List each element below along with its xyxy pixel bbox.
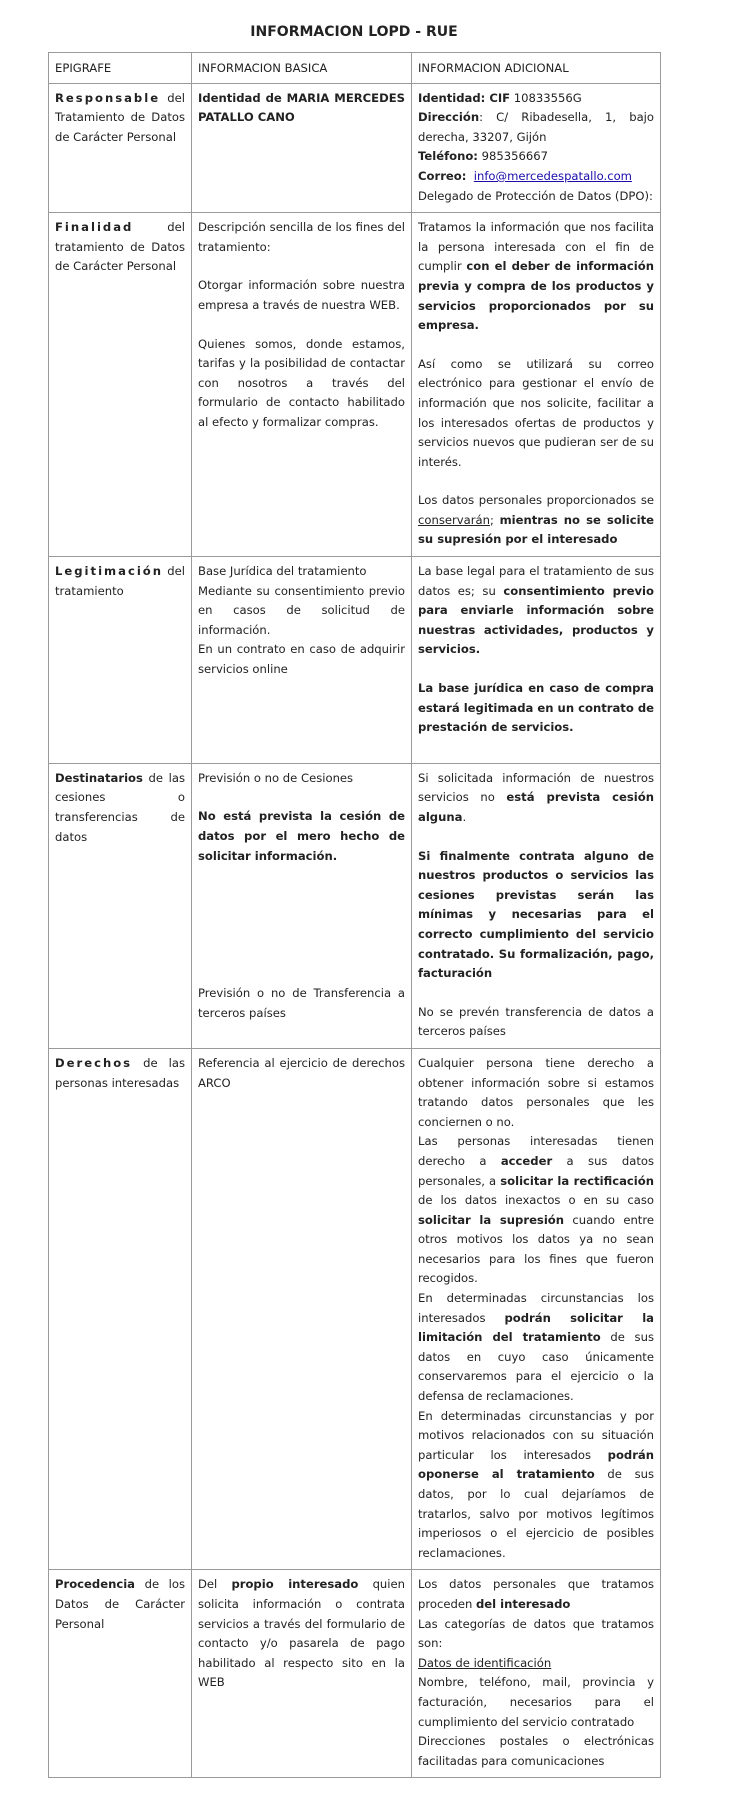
adic-text: Las personas interesadas tienen derecho a — [418, 1134, 654, 1168]
adic-underline: conservarán — [418, 512, 490, 527]
epigrafe-bold: Derechos — [55, 1055, 133, 1070]
epigrafe-bold: Destinatarios — [55, 770, 143, 785]
basica-bold: No está prevista la cesión de datos por el mero hecho de solicitar información. — [198, 809, 405, 863]
adic-text: Así como se utilizará su correo electrónico para gestionar el envío de información que nos solicite, facilitar a los interesados ofertas de productos y servicios nuevos que pudieran ser de su interés. — [418, 356, 654, 469]
adic-text: de los datos inexactos o en su caso — [418, 1193, 654, 1208]
dpo-text: Delegado de Protección de Datos (DPO): — [418, 188, 653, 203]
row-destinatarios — [49, 763, 661, 1048]
epigrafe-text: del tratamiento — [55, 564, 185, 598]
page-title: INFORMACION LOPD - RUE — [250, 24, 458, 40]
email-link[interactable]: info@mercedespatallo.com — [473, 168, 632, 183]
row-responsable — [49, 83, 661, 213]
epigrafe-bold: Legitimación — [55, 564, 164, 579]
cell-adicional — [412, 83, 661, 213]
cell-adicional — [412, 557, 661, 764]
cell-basica — [192, 1570, 412, 1778]
adic-text: cuando entre otros motivos los datos ya no sean necesarios para los fines que fueron recogidos. — [418, 1212, 654, 1286]
mail-label: Correo: — [418, 168, 467, 183]
basica-text: Quienes somos, donde estamos, tarifas y la posibilidad de contactar con nosotros a través del formulario de contacto habilitado al efecto y formalizar compras. — [198, 336, 405, 429]
basica-text: Previsión o no de Transferencia a terceros países — [198, 986, 405, 1020]
header-epigrafe: EPIGRAFE — [49, 53, 192, 84]
adic-text: Si solicitada información de nuestros servicios no — [418, 770, 654, 805]
adic-bold: está prevista cesión alguna — [418, 790, 654, 824]
adic-text: Direcciones postales o electrónicas facilitadas para comunicaciones — [418, 1734, 654, 1768]
row-legitimacion — [49, 557, 661, 764]
header-basica: INFORMACION BASICA — [192, 53, 412, 84]
tel-value: 985356667 — [477, 149, 549, 164]
adic-bold: consentimiento previo para enviarle información sobre nuestras actividades, productos y servicios. — [418, 583, 654, 657]
tel-label: Teléfono: — [418, 149, 478, 164]
epigrafe-text: de las personas interesadas — [55, 1055, 185, 1090]
cell-basica — [192, 763, 412, 1048]
adic-text: de sus datos en cuyo caso únicamente conservaremos para el ejercicio o la defensa de reclamaciones. — [418, 1330, 654, 1404]
basica-text: Base Jurídica del tratamiento — [198, 564, 367, 579]
epigrafe-text: del tratamiento de Datos de Carácter Personal — [55, 220, 185, 274]
basica-text: quien solicita información o contrata servicios a través del formulario de contacto y/o pasarela de pago habilitado al respecto sito en la WEB — [198, 1577, 405, 1690]
adic-bold: solicitar la rectificación — [500, 1173, 654, 1188]
cell-adicional — [412, 213, 661, 557]
epigrafe-bold: Procedencia — [55, 1577, 136, 1592]
adic-bold: mientras no se solicite su supresión por el interesado — [418, 512, 654, 547]
basica-value: MARIA MERCEDES PATALLO CANO — [198, 90, 405, 125]
adic-text: de sus datos, por lo cual dejaríamos de tratarlos, salvo por motivos legítimos imperiosos o el ejercicio de posibles reclamaciones. — [418, 1467, 654, 1560]
cell-basica — [192, 1048, 412, 1569]
cell-epigrafe — [49, 557, 192, 764]
adic-bold: acceder — [500, 1153, 553, 1168]
basica-text: Descripción sencilla de los fines del tratamiento: — [198, 220, 405, 254]
cell-basica — [192, 213, 412, 557]
cell-epigrafe — [49, 763, 192, 1048]
adic-bold: con el deber de información previa y compra de los productos y servicios proporcionados por su empresa. — [418, 259, 654, 333]
adic-bold: del interesado — [476, 1596, 571, 1611]
adic-bold: podrán solicitar la limitación del tratamiento — [418, 1310, 654, 1345]
cell-epigrafe — [49, 1570, 192, 1778]
basica-text: Otorgar información sobre nuestra empresa a través de nuestra WEB. — [198, 278, 405, 312]
adic-text: No se prevén transferencia de datos a terceros países — [418, 1004, 654, 1039]
cell-adicional — [412, 763, 661, 1048]
cell-epigrafe — [49, 1048, 192, 1569]
cell-adicional — [412, 1048, 661, 1569]
epigrafe-text: del Tratamiento de Datos de Carácter Personal — [55, 90, 185, 144]
cell-adicional — [412, 1570, 661, 1778]
epigrafe-bold: Finalidad — [55, 220, 134, 235]
cell-epigrafe — [49, 83, 192, 213]
row-procedencia — [49, 1570, 661, 1778]
adic-text: Nombre, teléfono, mail, provincia y facturación, necesarios para el cumplimiento del servicio contratado — [418, 1675, 654, 1729]
adic-text: En determinadas circunstancias y por motivos relacionados con su situación particular los interesados — [418, 1408, 654, 1462]
epigrafe-bold: Responsable — [55, 90, 161, 105]
cif-label: Identidad: CIF — [418, 90, 511, 105]
cell-basica — [192, 83, 412, 213]
cif-value: 10833556G — [510, 90, 582, 105]
basica-text: En un contrato en caso de adquirir servicios online — [198, 642, 405, 677]
row-derechos — [49, 1048, 661, 1569]
header-adicional: INFORMACION ADICIONAL — [412, 53, 661, 84]
adic-text: Tratamos la información que nos facilita la persona interesada con el fin de cumplir — [418, 220, 654, 274]
adic-text: Los datos personales que tratamos proceden — [418, 1577, 654, 1611]
adic-text: En determinadas circunstancias los interesados — [418, 1291, 654, 1325]
epigrafe-text: de los Datos de Carácter Personal — [55, 1577, 185, 1631]
adic-text: . — [462, 810, 467, 824]
adic-text: Cualquier persona tiene derecho a obtener información sobre si estamos tratando datos personales que les conciernen o no. — [418, 1055, 654, 1129]
basica-text: Previsión o no de Cesiones — [198, 770, 354, 785]
lopd-table — [48, 52, 661, 1778]
header-row — [49, 53, 661, 84]
dir-label: Dirección — [418, 110, 480, 125]
adic-text: Las categorías de datos que tratamos son: — [418, 1616, 654, 1651]
basica-text: Referencia al ejercicio de derechos ARCO — [198, 1055, 405, 1090]
cell-basica — [192, 557, 412, 764]
adic-text: Los datos personales proporcionados se — [418, 493, 654, 508]
adic-underline: Datos de identificación — [418, 1655, 552, 1670]
epigrafe-text: de las cesiones o transferencias de datos — [55, 770, 185, 844]
adic-bold: Si finalmente contrata alguno de nuestros productos o servicios las cesiones previstas serán las mínimas y necesarias para el correcto cumplimiento del servicio contratado. Su formalización, pago, facturación — [418, 848, 654, 981]
adic-bold: podrán oponerse al tratamiento — [418, 1447, 654, 1482]
adic-bold: La base jurídica en caso de compra estará legitimada en un contrato de prestación de servicios. — [418, 681, 654, 735]
dir-value: : C/ Ribadesella, 1, bajo derecha, 33207, Gijón — [418, 110, 654, 144]
basica-bold: propio interesado — [231, 1577, 359, 1592]
cell-epigrafe — [49, 213, 192, 557]
row-finalidad — [49, 213, 661, 557]
adic-bold: solicitar la supresión — [418, 1212, 565, 1227]
basica-text: Del — [198, 1577, 232, 1592]
adic-text: ; — [489, 512, 500, 527]
adic-text: a sus datos personales, a — [418, 1153, 654, 1188]
basica-text: Mediante su consentimiento previo en casos de solicitud de información. — [198, 583, 405, 637]
adic-text: La base legal para el tratamiento de sus datos es; su — [418, 564, 654, 598]
basica-label: Identidad de — [198, 90, 287, 105]
